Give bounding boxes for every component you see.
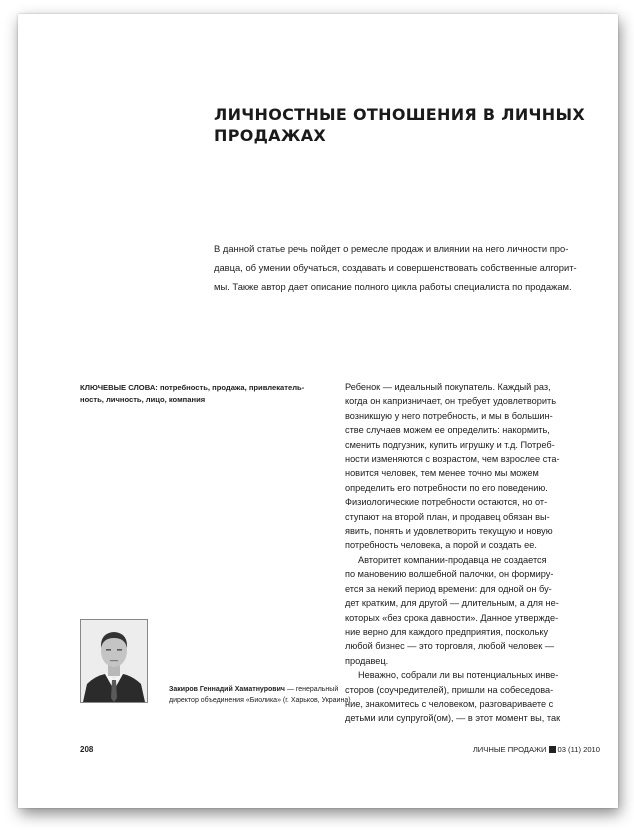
body-line: ется за некий период времени: для одной он бу- [345,583,552,594]
body-line: новится человек, тем менее точно мы можем [345,468,539,479]
page-number: 208 [80,745,94,754]
journal-issue: 03 (11) 2010 [557,745,600,754]
journal-footer [473,745,600,754]
article-title [214,104,594,146]
body-line: сменить подгузник, купить игрушку и т.д. Потреб- [345,439,555,450]
author-role: директор объединения «Биолика» (г. Харьков, Украина) [169,697,351,704]
body-line: потребность человека, а порой и создать ее. [345,540,537,551]
body-line: ние верно для каждого предприятия, поскольку [345,626,549,637]
author-info [169,684,369,706]
body-line: ступают на второй план, и продавец обязан вы- [345,511,550,522]
body-line: любой бизнес — это торговля, любой человек — [345,641,555,652]
body-line: Неважно, собрали ли вы потенциальных инве- [358,670,559,681]
body-line: детьми или супругой(ом), — в этот момент вы, так [345,713,561,724]
author-role: — генеральный [286,686,339,693]
journal-name: ЛИЧНЫЕ ПРОДАЖИ [472,745,547,754]
keywords-line: ность, личность, лицо, компания [80,395,206,404]
keywords [80,382,330,406]
article-body [345,380,601,726]
body-line: Авторитет компании-продавца не создается [358,554,547,565]
body-line: когда он капризничает, он требует удовлетворить [345,396,556,407]
body-line: определить его потребности по его поведению. [345,482,548,493]
body-line: дет кратким, для другой — длительным, а для не- [345,598,559,609]
body-line: возникшую у него потребность, и мы в большин- [345,410,553,421]
body-line: которых «без срока давности». Данное утвержде- [345,612,559,623]
body-line: сторов (соучредителей), пришли на собеседова- [345,684,554,695]
body-line: ние, знакомитесь с человеком, разговариваете с [345,698,554,709]
body-line: ности изменяются с возрастом, чем взрослее ста- [345,454,560,465]
magazine-page [18,14,618,808]
body-line: Физиологические потребности остаются, но от- [345,497,548,508]
abstract-line: давца, об умении обучаться, создавать и совершенствовать собственные алгорит- [214,262,577,273]
title-line: ЛИЧНОСТНЫЕ ОТНОШЕНИЯ В ЛИЧНЫХ [214,105,585,124]
body-line: продавец. [345,655,389,666]
abstract-line: В данной статье речь пойдет о ремесле продаж и влиянии на него личности про- [214,243,569,254]
body-line: по мановению волшебной палочки, он формиру- [345,569,554,580]
title-line: ПРОДАЖАХ [214,126,327,145]
square-bullet-icon [549,746,556,753]
author-photo [80,619,148,703]
body-line: стве случаев можем ее определить: накормить, [345,425,550,436]
author-name: Закиров Геннадий Хаматнурович [169,686,285,693]
body-line: Ребенок — идеальный покупатель. Каждый раз, [345,382,551,392]
article-abstract [214,239,610,296]
abstract-line: мы. Также автор дает описание полного цикла работы специалиста по продажам. [214,281,572,292]
body-line: явить, понять и удовлетворить текущую и новую [345,526,553,537]
keywords-line: КЛЮЧЕВЫЕ СЛОВА: потребность, продажа, привлекатель- [80,383,305,392]
